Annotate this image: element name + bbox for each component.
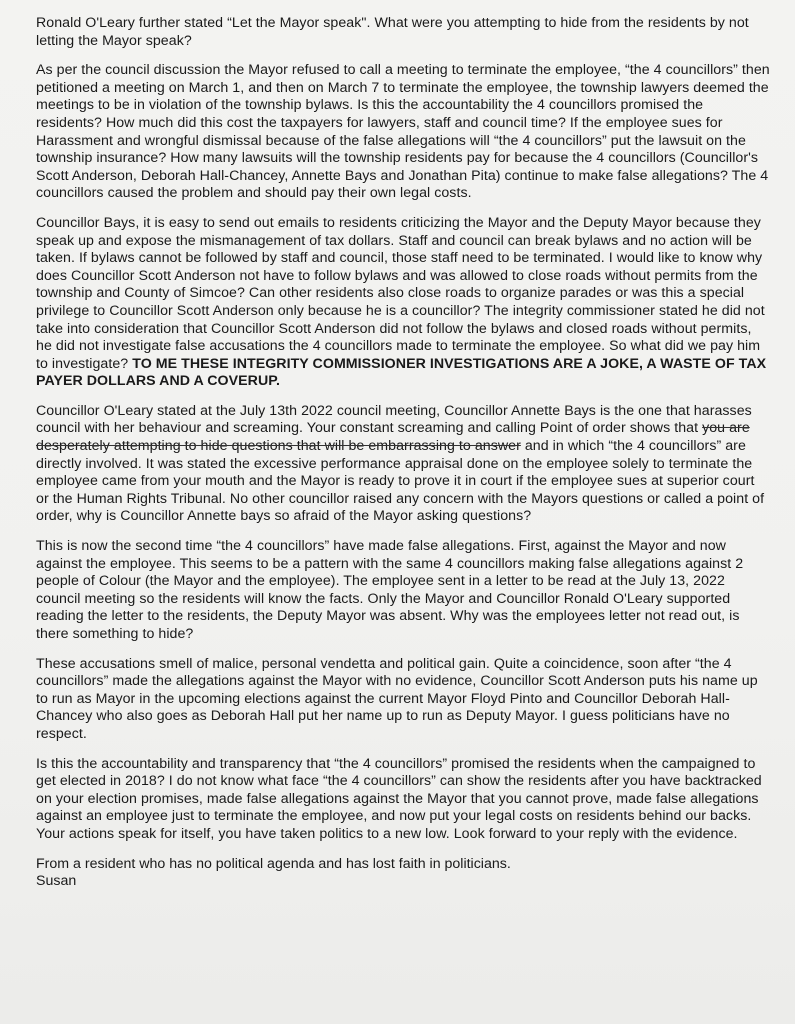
paragraph-4 [36,403,771,526]
paragraph-4-text-b: and in which “the 4 councillors” are directly involved. It was stated the excessive performance appraisal done on the employee solely to terminate the employee came from your mouth and the Mayor is ready to prove it in court if the employee sues at superior court or the Human Rights Tribunal. No other councillor raised any concern with the Mayors questions or called a point of order, why is Councillor Annette bays so afraid of the Mayor asking questions? [36,438,765,525]
closing-line: From a resident who has no political agenda and has lost faith in politicians. [36,855,511,872]
paragraph-3-emphasis: TO ME THESE INTEGRITY COMMISSIONER INVESTIGATIONS ARE A JOKE, A WASTE OF TAX PAYER DOLLARS AND A COVERUP. [36,355,767,390]
paragraph-2: As per the council discussion the Mayor refused to call a meeting to terminate the employee, “the 4 councillors” then petitioned a meeting on March 1, and then on March 7 to terminate the employee, the township lawyers deemed the meetings to be in violation of the township bylaws. Is this the accountability the 4 councillors promised the residents? How much did this cost the taxpayers for lawyers, staff and council time? If the employee sues for Harassment and wrongful dismissal because of the false allegations will “the 4 councillors” put the lawsuit on the township insurance? How many lawsuits will the township residents pay for because the 4 councillors (Councillor's Scott Anderson, Deborah Hall-Chancey, Annette Bays and Jonathan Pita) continue to make false allegations? The 4 councillors caused the problem and should pay their own legal costs. [36,62,770,202]
paragraph-3-text: Councillor Bays, it is easy to send out emails to residents criticizing the Mayor and the Deputy Mayor because they speak up and expose the mismanagement of tax dollars. Staff and council can break bylaws and no action will be taken. If bylaws cannot be followed by staff and council, those staff need to be terminated. I would like to know why does Councillor Scott Anderson not have to follow bylaws and was allowed to close roads without permits from the township and County of Simcoe? Can other residents also close roads to organize parades or was this a special privilege to Councillor Scott Anderson only because he is a councillor? The integrity commissioner stated he did not take into consideration that Councillor Scott Anderson did not follow the bylaws and closed roads without permits, he did not investigate false accusations the 4 councillors made to terminate the employee. So what did we pay him to investigate? [36,214,765,372]
paragraph-1: Ronald O'Leary further stated “Let the Mayor speak". What were you attempting to hide from the residents by not letting the Mayor speak? [36,15,749,49]
paragraph-3 [36,215,771,391]
paragraph-5: This is now the second time “the 4 councillors” have made false allegations. First, against the Mayor and now against the employee. This seems to be a pattern with the same 4 councillors making false allegations against 2 people of Colour (the Mayor and the employee). The employee sent in a letter to be read at the July 13, 2022 council meeting so the residents will know the facts. Only the Mayor and Councillor Ronald O'Leary supported reading the letter to the residents, the Deputy Mayor was absent. Why was the employees letter not read out, is there something to hide? [36,538,744,642]
paragraph-6: These accusations smell of malice, personal vendetta and political gain. Quite a coincidence, soon after “the 4 councillors” made the allegations against the Mayor with no evidence, Councillor Scott Anderson puts his name up to run as Mayor in the upcoming elections against the current Mayor Floyd Pinto and Councillor Deborah Hall-Chancey who also goes as Deborah Hall put her name up to run as Deputy Mayor. I guess politicians have no respect. [36,655,758,742]
paragraph-4-struck-text: you are desperately attempting to hide questions that will be embarrassing to answer [36,420,750,455]
paragraph-4-text-a: Councillor O'Leary stated at the July 13th 2022 council meeting, Councillor Annette Bays is the one that harasses council with her behaviour and screaming. Your constant screaming and calling Point of order shows that [36,402,752,437]
signature: Susan [36,873,77,890]
paragraph-7: Is this the accountability and transparency that “the 4 councillors” promised the residents when the campaigned to get elected in 2018? I do not know what face “the 4 councillors” can show the residents after you have backtracked on your election promises, made false allegations against the Mayor that you cannot prove, made false allegations against an employee just to terminate the employee, and now put your legal costs on residents behind our backs. Your actions speak for itself, you have taken politics to a new low. Look forward to your reply with the evidence. [36,755,762,842]
